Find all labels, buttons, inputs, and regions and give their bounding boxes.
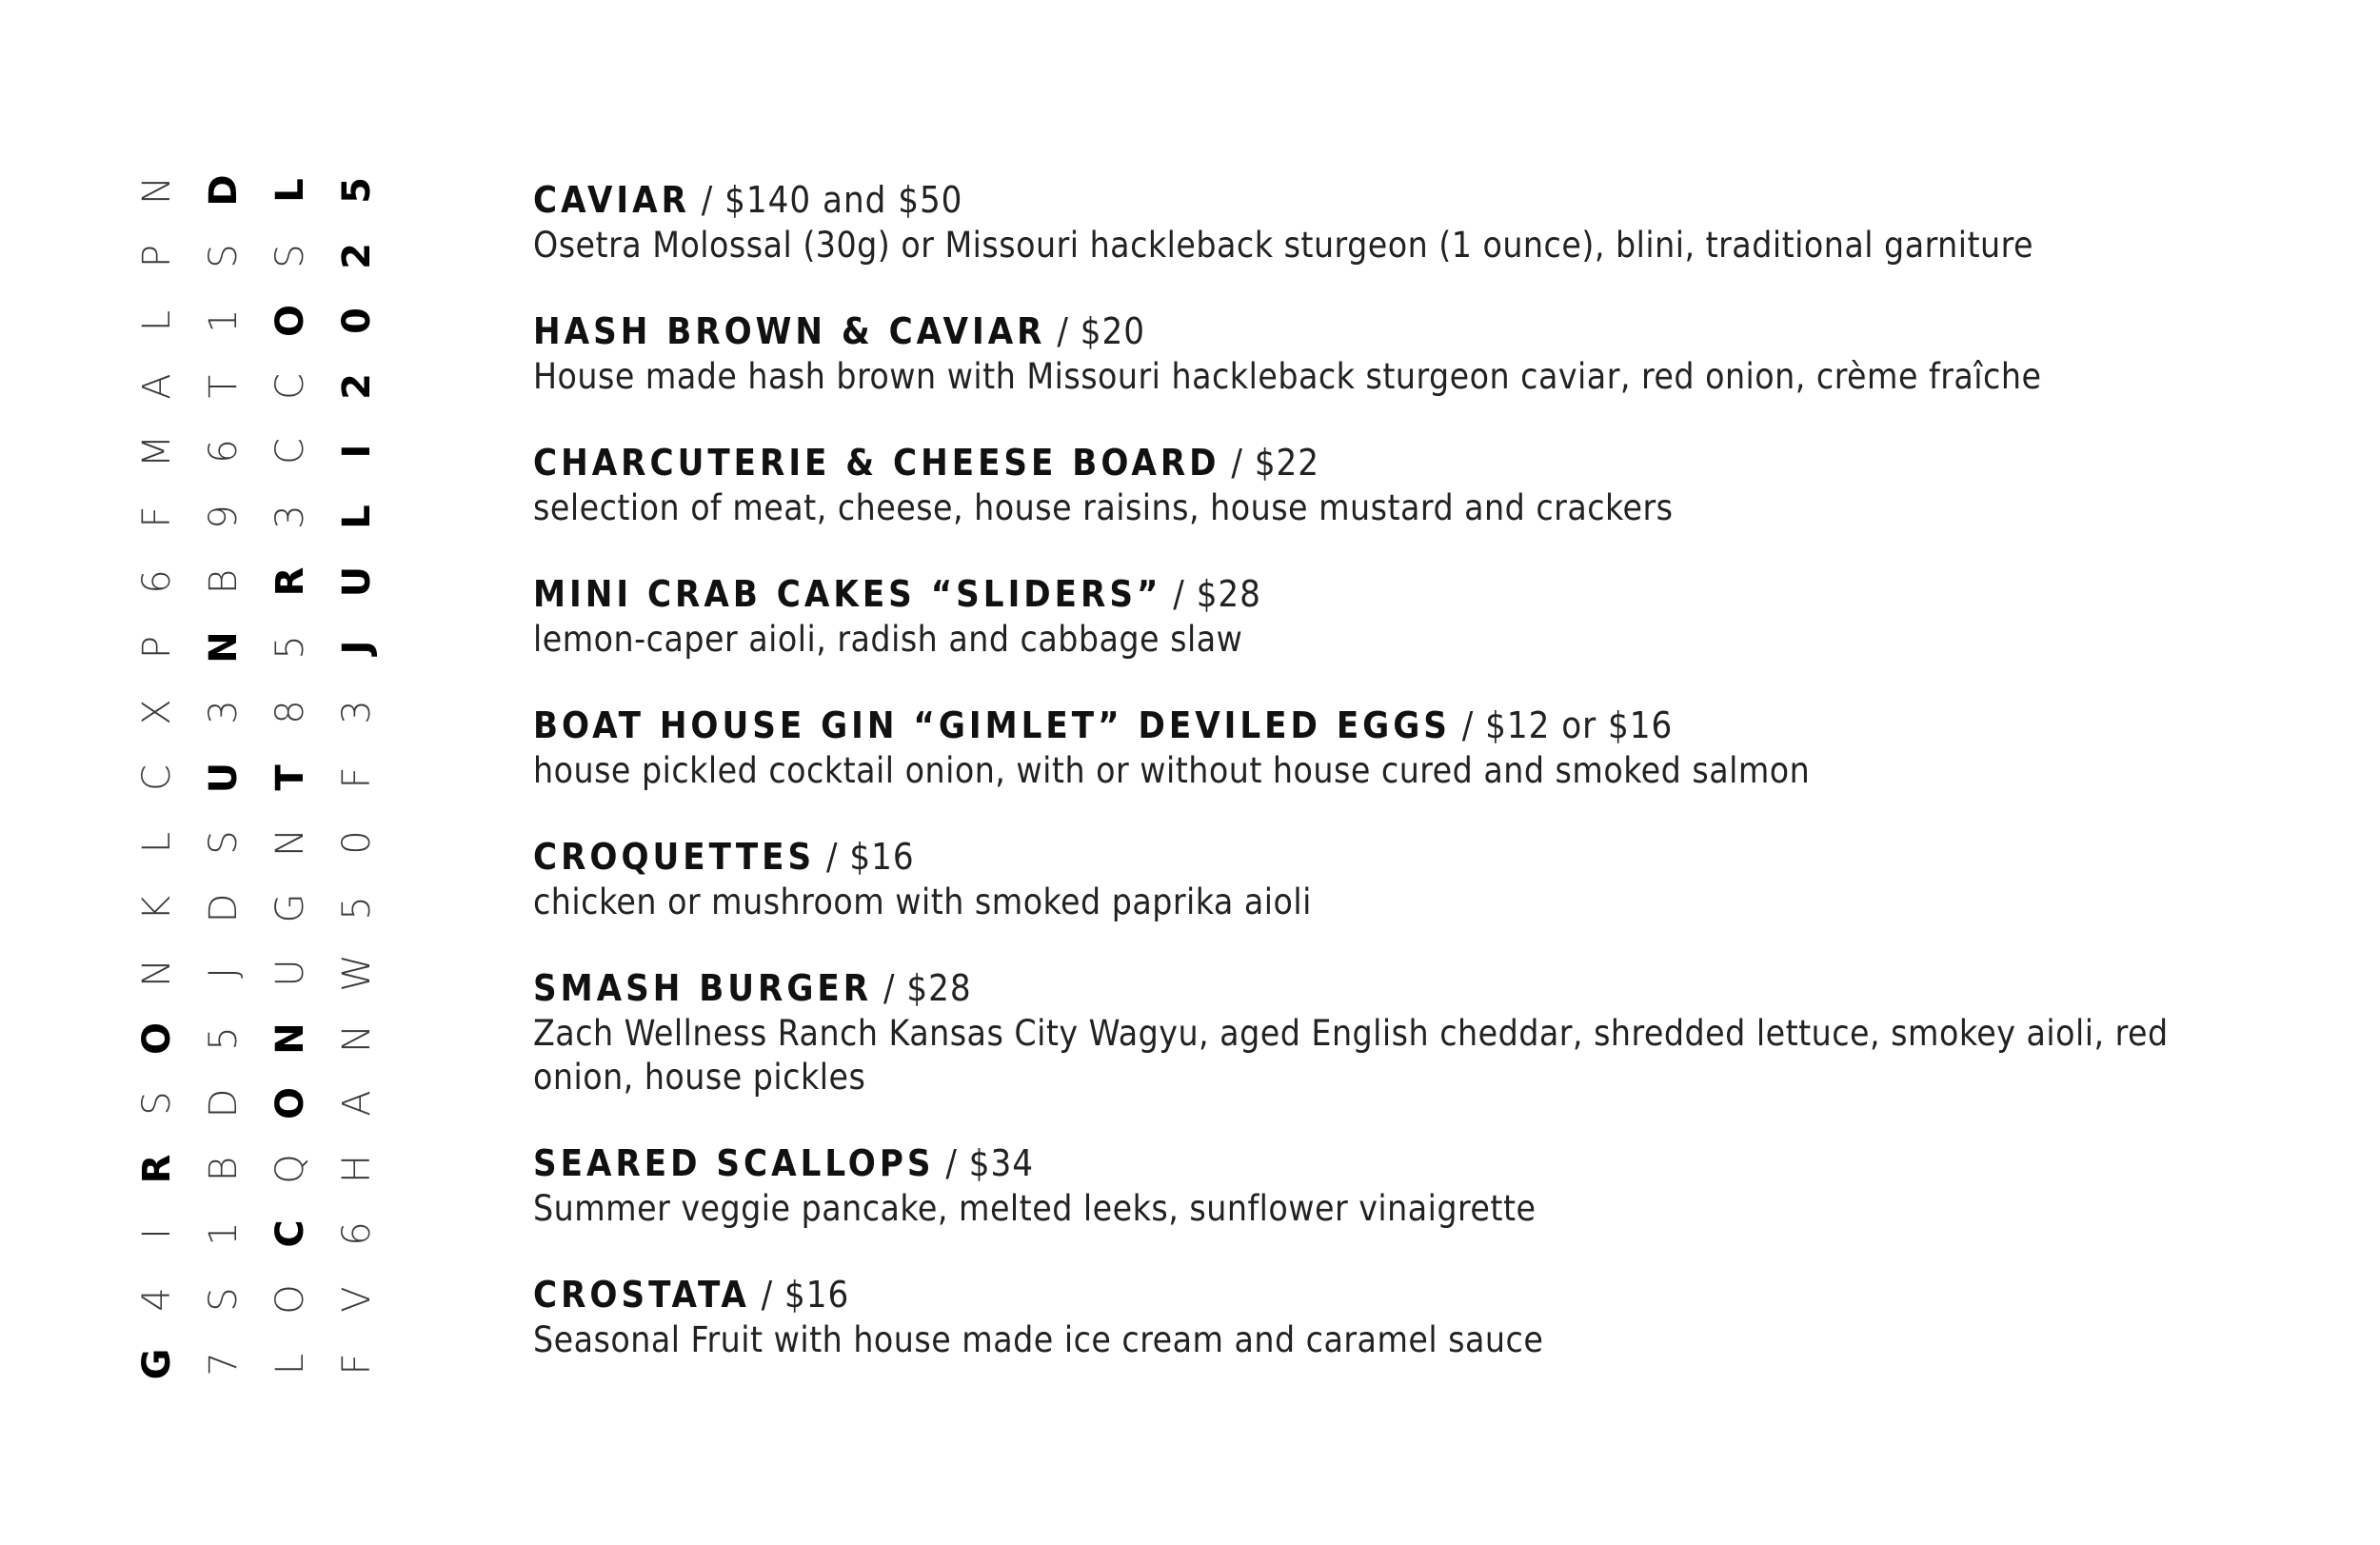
- menu-item-description: Zach Wellness Ranch Kansas City Wagyu, aged English cheddar, shredded lettuce, smokey aioli, red onion, house pickles: [533, 1013, 2169, 1098]
- menu-item-name: CHARCUTERIE & CHEESE BOARD: [533, 442, 1220, 484]
- grid-letter: 6: [335, 1221, 379, 1246]
- grid-letter: C: [268, 1219, 312, 1248]
- menu-item-price: $28: [1196, 573, 1261, 615]
- menu-item: [533, 1271, 2171, 1402]
- price-separator: /: [815, 836, 850, 878]
- grid-letter: N: [268, 1021, 312, 1055]
- grid-letter: 5: [202, 1025, 246, 1051]
- grid-letter: 4: [135, 1286, 179, 1312]
- menu-item-description: Summer veggie pancake, melted leeks, sunflower vinaigrette: [533, 1188, 1537, 1229]
- grid-letter: W: [335, 954, 379, 992]
- menu-item-price: $34: [968, 1142, 1035, 1184]
- grid-letter: T: [268, 763, 312, 791]
- grid-letter: 2: [335, 372, 379, 400]
- grid-letter: 6: [135, 569, 179, 594]
- grid-letter: I: [335, 444, 379, 459]
- menu-item-price: $12 or $16: [1485, 704, 1674, 746]
- grid-letter: 3: [335, 700, 379, 724]
- letter-grid: [133, 176, 400, 1395]
- menu-item-price: $16: [784, 1274, 850, 1316]
- grid-letter: G: [135, 1348, 179, 1380]
- grid-letter: R: [135, 1154, 179, 1183]
- menu-item-heading: [533, 1271, 2171, 1318]
- menu-item-description: House made hash brown with Missouri hackleback sturgeon caviar, red onion, crème fraîche: [533, 356, 2042, 397]
- menu-item-price: $140 and $50: [724, 179, 963, 221]
- menu-item-heading: [533, 833, 2171, 881]
- grid-letter: I: [135, 1228, 179, 1239]
- menu-item-name: MINI CRAB CAKES “SLIDERS”: [533, 573, 1162, 615]
- menu-item: [533, 1139, 2171, 1271]
- grid-letter: Q: [268, 1153, 312, 1184]
- menu-item: [533, 964, 2171, 1139]
- grid-letter: 3: [268, 504, 312, 529]
- grid-letter: X: [135, 699, 179, 725]
- grid-letter: T: [202, 374, 246, 398]
- menu-item-heading: [533, 1139, 2171, 1187]
- menu-item-name: BOAT HOUSE GIN “GIMLET” DEVILED EGGS: [533, 704, 1451, 746]
- price-separator: /: [1220, 442, 1255, 484]
- price-separator: /: [749, 1274, 785, 1316]
- grid-letter: C: [268, 438, 312, 465]
- menu-item: [533, 570, 2171, 702]
- menu-item-name: SMASH BURGER: [533, 967, 873, 1009]
- grid-letter: 7: [202, 1352, 246, 1377]
- menu-item-description: lemon-caper aioli, radish and cabbage slaw: [533, 619, 1243, 660]
- grid-letter: C: [268, 372, 312, 400]
- grid-letter: J: [202, 967, 246, 979]
- grid-letter: O: [268, 1283, 312, 1315]
- grid-letter: R: [268, 566, 312, 597]
- grid-letter: S: [135, 1091, 179, 1116]
- grid-letter: S: [268, 243, 312, 268]
- grid-letter: 6: [202, 439, 246, 464]
- grid-letter: K: [135, 895, 179, 921]
- menu-item-description: house pickled cocktail onion, with or without house cured and smoked salmon: [533, 750, 1811, 791]
- menu-item-heading: [533, 176, 2171, 224]
- grid-letter: 0: [335, 830, 379, 855]
- grid-letter: B: [202, 568, 246, 595]
- grid-letter: L: [335, 504, 379, 529]
- price-separator: /: [872, 967, 907, 1009]
- grid-letter: A: [335, 1090, 379, 1117]
- grid-letter: O: [268, 304, 312, 338]
- grid-letter: 8: [268, 700, 312, 724]
- menu-item-name: CROSTATA: [533, 1274, 750, 1316]
- menu-item-price: $16: [849, 836, 915, 878]
- grid-letter: 5: [268, 634, 312, 660]
- grid-letter: 9: [202, 504, 246, 529]
- grid-letter: F: [335, 1353, 379, 1376]
- grid-letter: N: [135, 959, 179, 987]
- menu-list: [533, 176, 2171, 1402]
- menu-item: [533, 176, 2171, 307]
- grid-letter: 0: [335, 307, 379, 334]
- grid-letter: O: [268, 1086, 312, 1120]
- menu-item-heading: [533, 570, 2171, 618]
- menu-item-heading: [533, 964, 2171, 1012]
- grid-letter: O: [135, 1021, 179, 1055]
- price-separator: /: [1045, 310, 1081, 352]
- grid-letter: L: [268, 178, 312, 203]
- grid-letter: S: [202, 830, 246, 855]
- menu-item-heading: [533, 702, 2171, 749]
- menu-item-description: selection of meat, cheese, house raisins, house mustard and crackers: [533, 487, 1674, 528]
- grid-letter: D: [202, 1088, 246, 1119]
- grid-letter: H: [335, 1154, 379, 1183]
- menu-item: [533, 833, 2171, 964]
- menu-item-description: chicken or mushroom with smoked paprika aioli: [533, 881, 1312, 922]
- menu-item-price: $20: [1080, 310, 1145, 352]
- grid-letter: 1: [202, 1221, 246, 1246]
- grid-letter: U: [268, 959, 312, 987]
- menu-item: [533, 702, 2171, 833]
- menu-item: [533, 307, 2171, 439]
- grid-letter: 3: [202, 700, 246, 724]
- menu-item-price: $28: [906, 967, 972, 1009]
- grid-letter: P: [135, 635, 179, 659]
- grid-letter: N: [135, 176, 179, 205]
- menu-item-name: HASH BROWN & CAVIAR: [533, 310, 1046, 352]
- grid-letter: 1: [202, 308, 246, 333]
- grid-letter: L: [268, 1353, 312, 1376]
- menu-item-name: CAVIAR: [533, 179, 690, 221]
- grid-letter: P: [135, 244, 179, 267]
- grid-letter: M: [135, 434, 179, 468]
- grid-letter: 5: [335, 895, 379, 921]
- grid-letter: N: [202, 630, 246, 664]
- grid-letter: 2: [335, 242, 379, 269]
- menu-item-heading: [533, 307, 2171, 355]
- menu-item-name: SEARED SCALLOPS: [533, 1142, 935, 1184]
- grid-letter: D: [202, 893, 246, 922]
- grid-letter: F: [135, 505, 179, 528]
- price-separator: /: [1161, 573, 1197, 615]
- grid-letter: F: [335, 765, 379, 789]
- grid-letter: 5: [335, 177, 379, 204]
- grid-letter: G: [268, 893, 312, 922]
- menu-item: [533, 439, 2171, 570]
- grid-letter: L: [135, 831, 179, 854]
- menu-item-description: Osetra Molossal (30g) or Missouri hackleback sturgeon (1 ounce), blini, traditional garniture: [533, 225, 2033, 266]
- grid-letter: V: [335, 1285, 379, 1313]
- grid-letter: N: [268, 828, 312, 857]
- grid-letter: C: [135, 763, 179, 791]
- menu-item-description: Seasonal Fruit with house made ice cream and caramel sauce: [533, 1319, 1544, 1360]
- grid-letter: S: [202, 243, 246, 268]
- grid-letter: J: [335, 640, 379, 654]
- grid-letter: L: [135, 309, 179, 332]
- price-separator: /: [689, 179, 725, 221]
- menu-item-heading: [533, 439, 2171, 486]
- grid-letter: A: [135, 372, 179, 400]
- grid-letter: D: [202, 174, 246, 207]
- menu-item-name: CROQUETTES: [533, 836, 816, 878]
- menu-item-price: $22: [1254, 442, 1320, 484]
- price-separator: /: [934, 1142, 969, 1184]
- grid-letter: U: [335, 565, 379, 598]
- grid-letter: S: [202, 1286, 246, 1312]
- price-separator: /: [1450, 704, 1486, 746]
- grid-letter: U: [202, 762, 246, 793]
- grid-letter: B: [202, 1156, 246, 1181]
- grid-letter: N: [335, 1023, 379, 1053]
